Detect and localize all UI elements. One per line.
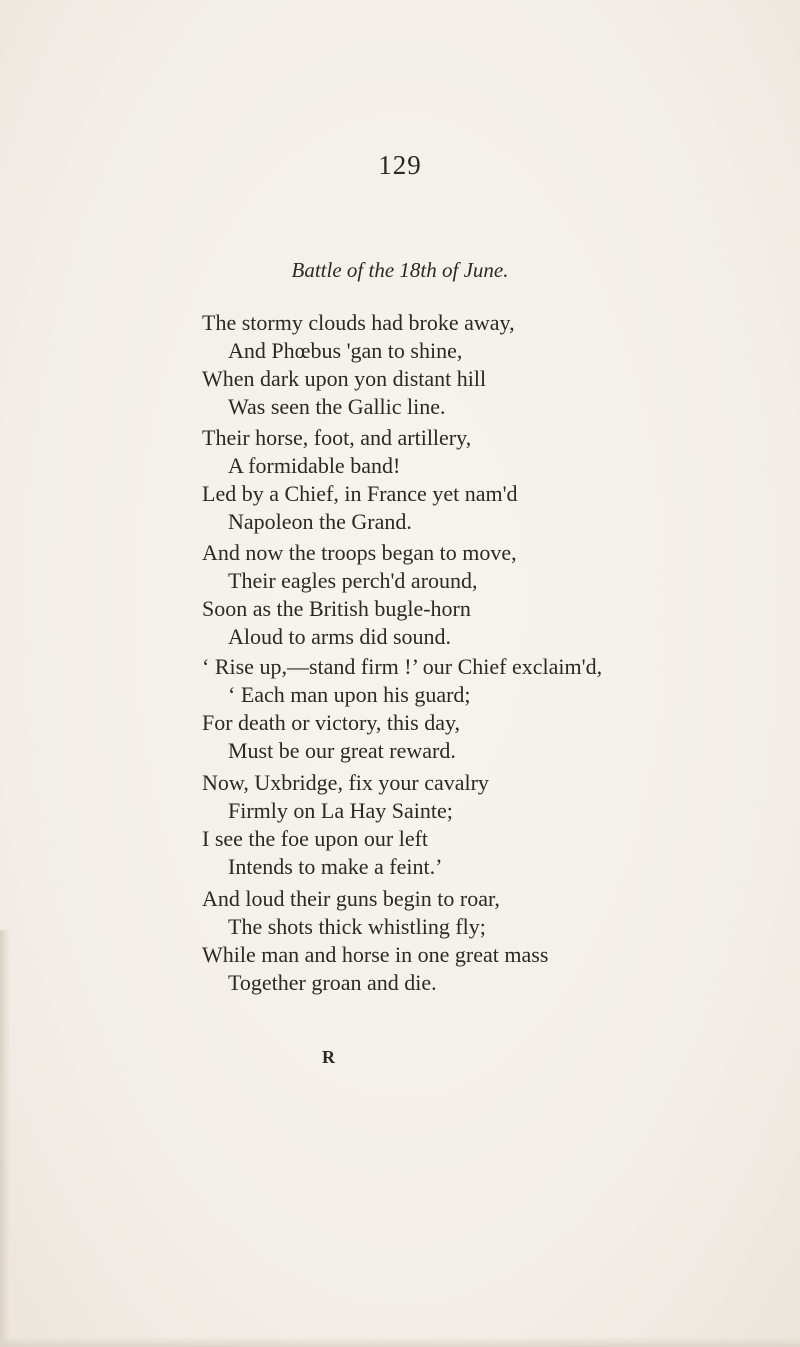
poem-line: When dark upon yon distant hill: [202, 366, 487, 391]
poem-line: I see the foe upon our left: [202, 826, 429, 851]
poem-line: And Phœbus 'gan to shine,: [228, 338, 463, 363]
poem-line: Was seen the Gallic line.: [228, 394, 446, 419]
catchword: R: [322, 1047, 335, 1067]
page-number: 129: [378, 150, 422, 180]
poem-line: A formidable band!: [228, 453, 401, 478]
poem-line: And now the troops began to move,: [202, 540, 517, 565]
poem-line: Firmly on La Hay Sainte;: [228, 798, 453, 823]
page-bottom-shadow: [0, 1337, 800, 1347]
poem-line: Led by a Chief, in France yet nam'd: [202, 481, 518, 506]
poem-line: ‘ Each man upon his guard;: [228, 682, 471, 707]
poem-line: Aloud to arms did sound.: [228, 624, 452, 649]
poem-line: Their horse, foot, and artillery,: [202, 425, 472, 450]
poem-line: Their eagles perch'd around,: [228, 568, 478, 593]
poem-line: The shots thick whistling fly;: [228, 914, 486, 939]
poem-line: Together groan and die.: [228, 970, 437, 995]
poem-line: Napoleon the Grand.: [228, 509, 412, 534]
poem-line: Now, Uxbridge, fix your cavalry: [202, 770, 489, 795]
poem-line: While man and horse in one great mass: [202, 942, 549, 967]
poem-line: Must be our great reward.: [228, 738, 456, 763]
poem-line: Intends to make a feint.’: [228, 854, 443, 879]
poem-line: ‘ Rise up,—stand firm !’ our Chief exclaim'd,: [202, 654, 603, 679]
poem-line: The stormy clouds had broke away,: [202, 310, 515, 335]
poem-title: Battle of the 18th of June.: [291, 258, 509, 282]
poem-line: For death or victory, this day,: [202, 710, 461, 735]
poem-line: Soon as the British bugle-horn: [202, 596, 471, 621]
poem-line: And loud their guns begin to roar,: [202, 886, 500, 911]
page-edge-shadow: [0, 930, 10, 1347]
